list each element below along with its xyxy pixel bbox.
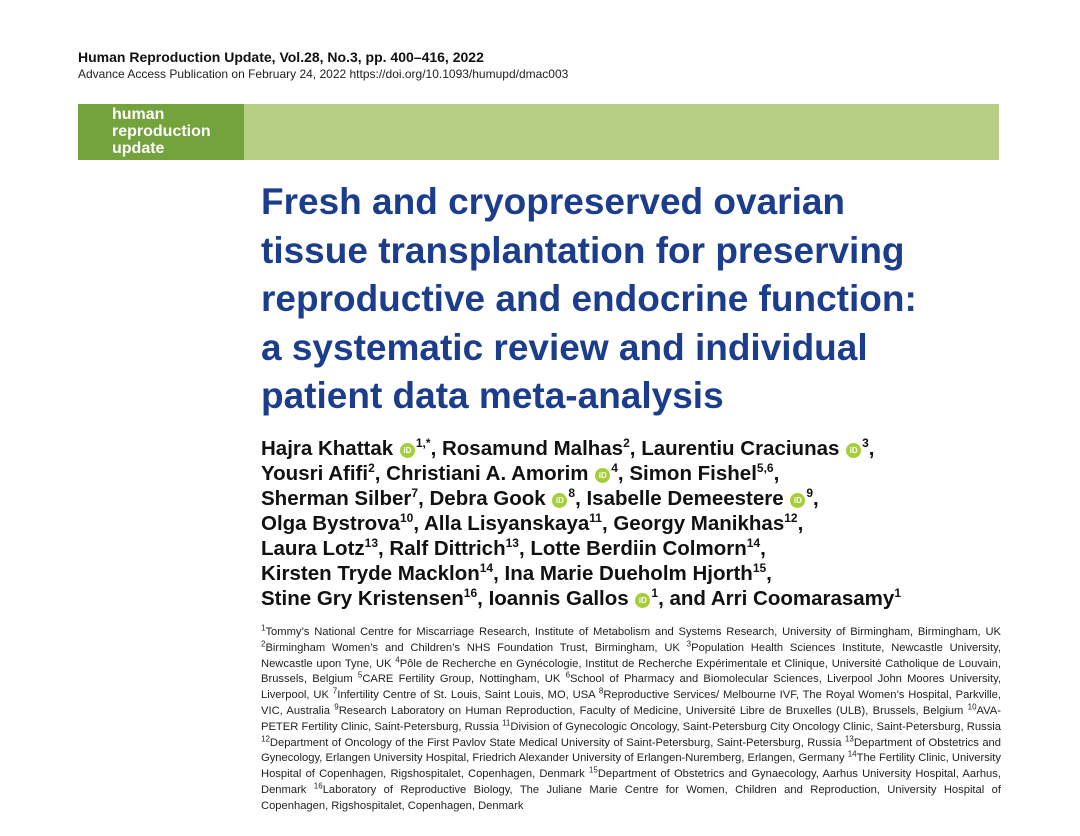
orcid-icon[interactable]: iD: [595, 468, 610, 483]
author-name: Lotte Berdiin Colmorn: [530, 537, 747, 560]
author-affiliation-number: 16: [463, 586, 478, 601]
author-affiliation-number: 11: [589, 511, 602, 526]
author-affiliation-number: 7: [411, 486, 419, 501]
affiliation-text: Department of Oncology of the First Pavlov State Medical University of Saint-Petersburg, Saint-Petersburg, Russia: [269, 736, 845, 749]
affiliation-text: Department of Obstetrics and Gynaecology, Aarhus University Hospital, Aarhus, Denmark: [261, 768, 1001, 796]
author-affiliation-number: 12: [784, 511, 798, 526]
affiliation-number: 9: [334, 702, 339, 712]
author-affiliation-number: 2: [623, 436, 630, 451]
author-affiliation-number: 13: [505, 536, 519, 551]
author-name: Debra Gook: [429, 487, 546, 510]
affiliation-text: Pôle de Recherche en Gynécologie, Institut de Recherche Expérimentale et Clinique, Université Catholique de Louvain, Brussels, Belgium: [261, 657, 1001, 686]
affiliations: [261, 625, 1001, 815]
affiliation-text: The Fertility Clinic, University Hospital of Copenhagen, Rigshospitalet, Copenhagen, Denmark: [261, 752, 1001, 781]
author-name: Yousri Afifi: [261, 462, 369, 485]
affiliation-number: 6: [565, 670, 571, 680]
author-affiliation-number: 14: [479, 561, 494, 576]
journal-logo: [78, 104, 244, 160]
title-line: Fresh and cryopreserved ovarian: [261, 181, 846, 222]
affiliation-text: Reproductive Services/ Melbourne IVF, The Royal Women’s Hospital, Parkville, VIC, Australia: [261, 689, 1001, 717]
affiliation-number: 11: [502, 718, 511, 728]
affiliation-number: 16: [313, 781, 323, 791]
author-affiliation-number: 1,*: [415, 436, 431, 451]
affiliation-text: Infertility Centre of St. Louis, Saint Louis, MO, USA: [337, 689, 599, 702]
affiliation-number: 1: [261, 623, 266, 633]
author-name: Hajra Khattak: [261, 437, 394, 460]
affiliation-text: School of Pharmacy and Biomolecular Sciences, Liverpool John Moores University, Liverpool, UK: [261, 673, 1001, 702]
logo-line: human: [112, 106, 165, 123]
author-name: Olga Bystrova: [261, 512, 400, 535]
affiliation-number: 7: [332, 686, 338, 696]
author-name: Laura Lotz: [261, 537, 365, 560]
author-affiliation-number: 3: [862, 436, 869, 451]
author-name: Ioannis Gallos: [488, 587, 629, 610]
author-name: Stine Gry Kristensen: [261, 587, 464, 610]
author-name: Arri Coomarasamy: [710, 587, 895, 610]
author-name: Sherman Silber: [261, 487, 412, 510]
journal-banner: [78, 104, 999, 160]
orcid-icon[interactable]: iD: [400, 443, 415, 458]
orcid-icon[interactable]: iD: [846, 443, 861, 458]
author-affiliation-number: 1: [894, 586, 901, 601]
affiliation-text: Birmingham Women’s and Children’s NHS Foundation Trust, Birmingham, UK: [265, 641, 687, 654]
author-name: Georgy Manikhas: [613, 512, 785, 535]
affiliation-text: Department of Obstetrics and Gynecology, Erlangen University Hospital, Friedrich Alexander University of Erlangen-Nuremberg, Erlangen, Germany: [261, 736, 1001, 765]
title-line: tissue transplantation for preserving: [261, 229, 905, 271]
author-affiliation-number: 13: [364, 536, 379, 551]
affiliation-number: 10: [967, 702, 977, 712]
affiliation-number: 2: [261, 639, 266, 649]
affiliation-number: 8: [598, 686, 604, 696]
affiliation-number: 13: [844, 733, 854, 743]
title-line: reproductive and endocrine function:: [261, 278, 917, 319]
affiliation-number: 12: [261, 733, 270, 743]
affiliation-number: 15: [588, 765, 598, 775]
logo-line: reproduction: [112, 123, 211, 140]
affiliation-text: Population Health Sciences Institute, Newcastle University, Newcastle upon Tyne, UK: [261, 641, 1001, 670]
affiliation-text: Laboratory of Reproductive Biology, The Juliane Marie Centre for Women, Children and Reproduction, University Hospital of Copenhagen, Rigshospitalet, Copenhagen, Denmark: [261, 783, 1001, 812]
author-affiliation-number: 5,6: [756, 461, 774, 476]
author-affiliation-number: 1: [651, 586, 659, 601]
orcid-icon[interactable]: iD: [790, 493, 805, 508]
author-name: Kirsten Tryde Macklon: [261, 562, 480, 585]
affiliation-text: Research Laboratory on Human Reproduction, Faculty of Medicine, Université Libre de Bruxelles (ULB), Brussels, Belgium: [338, 704, 968, 717]
advance-access-line: Advance Access Publication on February 24, 2022 https://doi.org/10.1093/humupd/dmac003: [78, 67, 569, 81]
title-line: patient data meta-analysis: [261, 375, 724, 416]
author-affiliation-number: 8: [568, 486, 576, 501]
author-name: Simon Fishel: [629, 462, 757, 485]
affiliation-text: Tommy’s National Centre for Miscarriage Research, Institute of Metabolism and Systems Research, University of Birmingham, Birmingham, UK: [265, 626, 1001, 638]
affiliation-text: Division of Gynecologic Oncology, Saint-Petersburg City Oncology Clinic, Saint-Petersburg, Russia: [510, 720, 1001, 733]
author-affiliation-number: 14: [746, 536, 761, 551]
author-affiliation-number: 2: [368, 461, 375, 476]
author-name: Ina Marie Dueholm Hjorth: [504, 562, 753, 585]
author-name: Isabelle Demeestere: [586, 487, 784, 510]
author-name: Christiani A. Amorim: [386, 462, 589, 485]
article-title: [261, 178, 1001, 421]
orcid-icon[interactable]: iD: [635, 593, 650, 608]
author-name: Rosamund Malhas: [441, 437, 624, 460]
affiliation-text: AVA-PETER Fertility Clinic, Saint-Petersburg, Russia: [261, 704, 1001, 733]
logo-line: update: [112, 140, 165, 157]
author-name: Alla Lisyanskaya: [424, 512, 590, 535]
author-name: Ralf Dittrich: [389, 537, 506, 560]
journal-citation: Human Reproduction Update, Vol.28, No.3, pp. 400–416, 2022: [78, 49, 484, 65]
affiliation-number: 3: [686, 639, 692, 649]
author-affiliation-number: 15: [752, 561, 767, 576]
author-affiliation-number: 10: [400, 511, 414, 526]
author-list: Hajra Khattak $iD^{1,*}$, Rosamund Malhas$^2$, Laurentiu Craciunas $iD^3$, Yousri Afifi$^2$, Christiani A. Amorim $iD^4$, Simon Fishel$^{5,6}$, Sherman Silber$^7$, Debra Gook $iD^8$, Isabelle Demeestere $iD^9$, Olga Bystrova$^{10}$, Alla Lisyanskaya$^{11}$, Georgy Manikhas$^{12}$, Laura Lotz$^{13}$, Ralf Dittrich$^{13}$, Lotte Berdiin Colmorn$^{14}$, Kirsten Tryde Macklon$^{14}$, Ina Marie Dueholm Hjorth$^{15}$, Stine Gry Kristensen$^{16}$, Ioannis Gallos $iD^1$, and Arri Coomarasamy$^1$: [261, 436, 901, 610]
affiliation-number: 4: [395, 654, 400, 664]
author-name: Laurentiu Craciunas: [641, 437, 840, 460]
title-line: a systematic review and individual: [261, 326, 868, 368]
orcid-icon[interactable]: iD: [552, 493, 567, 508]
affiliation-text: CARE Fertility Group, Nottingham, UK: [362, 673, 566, 686]
affiliation-number: 14: [847, 749, 857, 759]
author-affiliation-number: 4: [611, 461, 618, 476]
affiliation-number: 5: [357, 670, 363, 680]
author-affiliation-number: 9: [806, 486, 814, 501]
